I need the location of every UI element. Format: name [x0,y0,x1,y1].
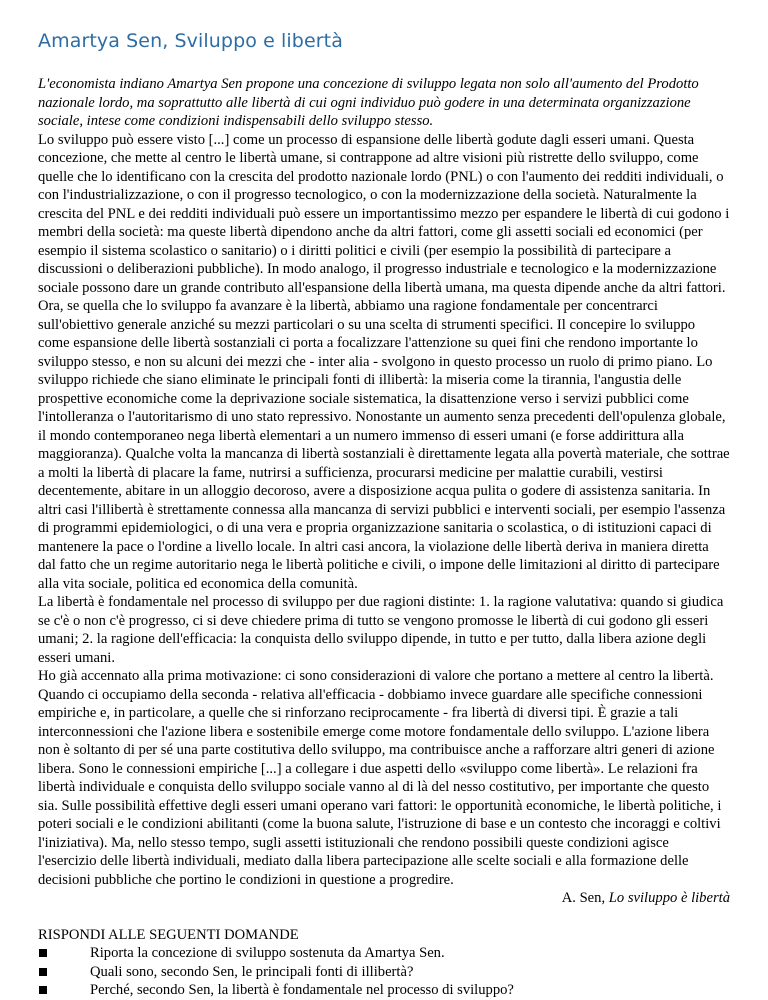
question-item [38,963,730,982]
body-paragraph-3: Ho già accennato alla prima motivazione: ci sono considerazioni di valore che portano a mettere al centro la libertà. Quando ci occupiamo della seconda - relativa all'efficacia - dobbiamo invece guardare alle specifiche connessioni empiriche e, in particolare, a quelle che si rinforzano reciprocamente - fra libertà di diversi tipi. È grazie a tali interconnessioni che l'azione libera e sostenibile emerge come motore fondamentale dello sviluppo. L'azione libera non è soltanto di per sé una parte costitutiva dello sviluppo, ma contribuisce anche a rafforzare altri generi di azione libera. Sono le connessioni empiriche [...] a collegare i due aspetti dello «sviluppo come libertà». Le relazioni fra libertà individuale e conquista dello sviluppo sociale vanno al di là del nesso costitutivo, per importante che questo sia. Sulle possibilità effettive degli esseri umani operano vari fattori: le opportunità economiche, le libertà politiche, i poteri sociali e le condizioni abilitanti (come la buona salute, l'istruzione di base e un contesto che incoraggi e coltivi l'iniziativa). Ma, nello stesso tempo, sugli assetti istituzionali che rendono possibili queste condizioni agisce l'esercizio delle libertà individuali, mediato dalla libera partecipazione alle scelte sociali e alla formazione delle decisioni pubbliche che portino le condizioni in questione a progredire. [38,668,722,888]
square-bullet-icon [39,986,47,994]
citation-work: Lo sviluppo è libertà [608,890,730,906]
citation [38,889,730,908]
questions-list [38,944,730,1000]
square-bullet-icon [39,968,47,976]
document-body [38,75,730,1000]
square-bullet-icon [39,949,47,957]
body-paragraph-2: La libertà è fondamentale nel processo di sviluppo per due ragioni distinte: 1. la ragione valutativa: quando si giudica se c'è o non c'è progresso, ci si deve chiedere prima di tutto se vengono promosse le libertà di cui godono gli esseri umani; 2. la ragione dell'efficacia: la conquista dello sviluppo dipende, in tutto e per tutto, dalla libera azione degli esseri umani. [38,594,724,666]
question-text: Riporta la concezione di sviluppo sostenuta da Amartya Sen. [90,945,445,961]
document-title: Amartya Sen, Sviluppo e libertà [38,30,343,52]
intro-paragraph: L'economista indiano Amartya Sen propone una concezione di sviluppo legata non solo all'aumento del Prodotto nazionale lordo, ma soprattutto alle libertà di cui ogni individuo può godere in una determinata organizzazione sociale, intese come condizioni indispensabili dello sviluppo stesso. [38,76,699,129]
questions-heading: RISPONDI ALLE SEGUENTI DOMANDE [38,926,299,943]
document-page [38,30,730,1000]
body-paragraph-1: Lo sviluppo può essere visto [...] come un processo di espansione delle libertà godute dagli esseri umani. Questa concezione, che mette al centro le libertà umane, si contrappone ad altre visioni più ristrette dello sviluppo, come quelle che lo identificano con la crescita del prodotto nazionale lordo (PNL) o con l'aumento dei redditi individuali, o con l'industrializzazione, o con il progresso tecnologico, o con la modernizzazione della società. Naturalmente la crescita del PNL e dei redditi individuali può essere un importantissimo mezzo per espandere le libertà di cui godono i membri della società: ma queste libertà dipendono anche da altri fattori, come gli assetti sociali ed economici (per esempio il sistema scolastico o sanitario) o i diritti politici e civili (per esempio la possibilità di partecipare a discussioni o deliberazioni pubbliche). In modo analogo, il progresso industriale e tecnologico e la modernizzazione sociale possono dare un grande contributo all'espansione della libertà umana, ma questa dipende anche da altri fattori. Ora, se quella che lo sviluppo fa avanzare è la libertà, abbiamo una ragione fondamentale per concentrarci sull'obiettivo generale anziché su mezzi particolari o su una scelta di strumenti specifici. Il concepire lo sviluppo come espansione delle libertà sostanziali ci porta a focalizzare l'attenzione su quei fini che rendono importante lo sviluppo stesso, e non su alcuni dei mezzi che - inter alia - svolgono in questo processo un ruolo di primo piano. Lo sviluppo richiede che siano eliminate le principali fonti di illibertà: la miseria come la tirannia, l'angustia delle prospettive economiche come la deprivazione sociale sistematica, la disattenzione verso i servizi pubblici come l'intolleranza o l'autoritarismo di uno stato repressivo. Nonostante un aumento senza precedenti dell'opulenza globale, il mondo contemporaneo nega libertà elementari a un numero immenso di esseri umani (e forse addirittura alla maggioranza). Qualche volta la mancanza di libertà sostanziali è direttamente legata alla povertà materiale, che sottrae a molti la libertà di placare la fame, nutrirsi a sufficienza, procurarsi medicine per malattie curabili, vestirsi decentemente, abitare in un alloggio decoroso, avere a disposizione acqua pulita o godere di assistenza sanitaria. In altri casi l'illibertà è strettamente connessa alla mancanza di servizi pubblici e interventi sociali, per esempio l'assenza di programmi epidemiologici, o di una vera e propria organizzazione sanitaria o scolastica, o di istituzioni capaci di mantenere la pace o l'ordine a livello locale. In altri casi ancora, la violazione delle libertà deriva in maniera diretta dal fatto che un regime autoritario nega le libertà politiche e civili, o impone delle limitazioni al diritto di partecipare alla vita sociale, politica ed economica della comunità. [38,131,730,592]
citation-author: A. Sen, [561,890,606,906]
question-text: Perché, secondo Sen, la libertà è fondamentale nel processo di sviluppo? [90,982,514,998]
question-item [38,944,730,963]
question-text: Quali sono, secondo Sen, le principali fonti di illibertà? [90,963,414,980]
question-item [38,981,730,1000]
